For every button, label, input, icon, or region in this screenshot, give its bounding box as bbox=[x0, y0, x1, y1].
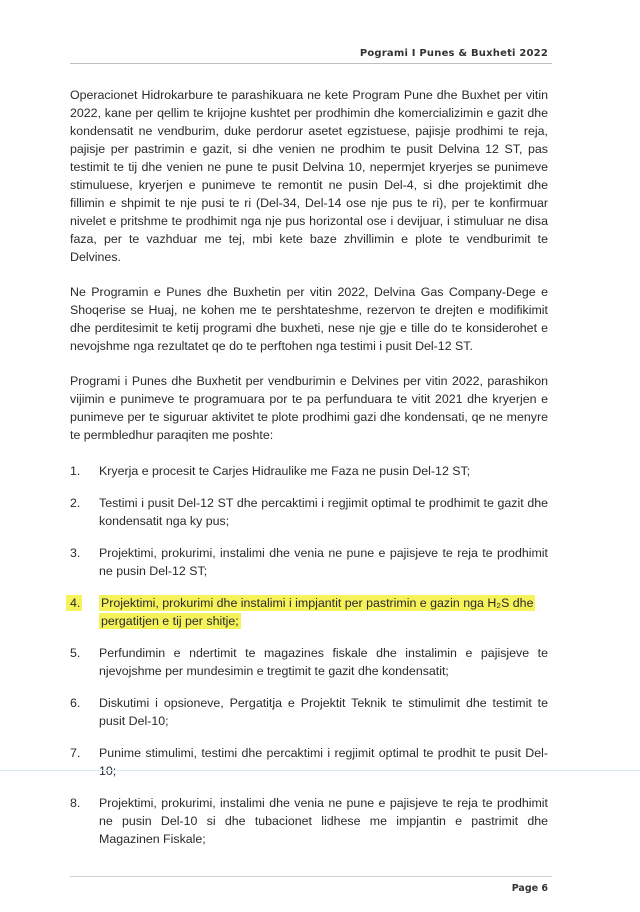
list-item bbox=[70, 744, 548, 780]
scan-artifact-line bbox=[0, 770, 640, 771]
list-item-number: 4. bbox=[66, 595, 82, 611]
document-body bbox=[70, 86, 548, 862]
list-item-number: 6. bbox=[70, 696, 81, 710]
footer-divider bbox=[70, 876, 552, 877]
list-item-text: Projektimi, prokurimi, instalimi dhe venia ne pune e pajisjeve te reja te prodhimit ne pusin Del-10 si dhe tubacionet lidhese me impjantin e pastrimit dhe Magazinen Fiskale; bbox=[99, 796, 548, 846]
list-item bbox=[70, 544, 548, 580]
list-item-text: Perfundimin e ndertimit te magazines fiskale dhe instalimin e pajisjeve te njevojshme per mundesimin e tregtimit te gazit dhe kondensatit; bbox=[99, 646, 548, 678]
list-item-text: Punime stimulimi, testimi dhe percaktimi i regjimit optimal te prodhit te pusit Del-10; bbox=[99, 746, 548, 778]
list-item-number: 2. bbox=[70, 496, 81, 510]
paragraph-modification: Ne Programin e Punes dhe Buxhetin per vitin 2022, Delvina Gas Company-Dege e Shoqerise se Huaj, ne kohen me te pershtateshme, rezervon te drejten e modifikimit dhe perditesimit te ketij programi dhe buxheti, nese nje gje e tille do te konsiderohet e nevojshme nga rezultatet qe do te perftohen nga testimi i pusit Del-12 ST. bbox=[70, 285, 548, 353]
list-item-number: 5. bbox=[70, 646, 81, 660]
paragraph-intro: Operacionet Hidrokarbure te parashikuara ne kete Program Pune dhe Buxhet per vitin 2022, kane per qellim te krijojne kushtet per prodhimin dhe komercializimin e gazit dhe kondensatit ne vendburim, duke perdorur asetet egzistuese, pajisje prodhimi te reja, pajisje per pastrimin e gazit, si dhe venien ne prodhim te pusit Delvina 12 ST, pas testimit te tij dhe venien ne pune te pusit Delvina 10, nepermjet kryerjes se punimeve stimuluese, kryerjen e punimeve te remontit ne pusin Del-4, si dhe projektimit dhe fillimin e shpimit te nje pusi te ri (Del-34, Del-14 ose nje pus te ri), per te konfirmuar nivelet e pritshme te prodhimit nga nje pus horizontal ose i devijuar, i stimuluar ne disa faza, per te vazhduar me tej, mbi kete baze zhvillimin e plote te vendburimit te Delvines. bbox=[70, 88, 548, 264]
header-divider bbox=[70, 63, 552, 64]
paragraph-program-summary: Programi i Punes dhe Buxhetit per vendburimin e Delvines per vitin 2022, parashikon vijimin e punimeve te programuara por te pa perfunduara te vitit 2021 dhe kryerjen e punimeve per te siguruar aktivitet te plote prodhimi gazi dhe kondensati, qe ne menyre te permbledhur paraqiten me poshte: bbox=[70, 374, 548, 442]
list-item bbox=[70, 644, 548, 680]
list-item-text: Diskutimi i opsioneve, Pergatitja e Projektit Teknik te stimulimit dhe testimit te pusit Del-10; bbox=[99, 696, 548, 728]
list-item-number: 3. bbox=[70, 546, 81, 560]
list-item-number: 8. bbox=[70, 796, 81, 810]
list-item-text-highlighted: Projektimi, prokurimi dhe instalimi i impjantit per pastrimin e gazin nga H₂S dhe pergatitjen e tij per shitje; bbox=[101, 596, 534, 628]
list-item-highlighted bbox=[70, 594, 548, 630]
list-item bbox=[70, 494, 548, 530]
list-item-number: 1. bbox=[70, 464, 81, 478]
list-item bbox=[70, 794, 548, 848]
list-item bbox=[70, 462, 548, 480]
list-item-text: Testimi i pusit Del-12 ST dhe percaktimi i regjimit optimal te prodhimit te gazit dhe kondensatit nga ky pus; bbox=[99, 496, 548, 528]
list-item-text: Kryerja e procesit te Carjes Hidraulike me Faza ne pusin Del-12 ST; bbox=[99, 464, 471, 478]
page-header-title: Pogrami I Punes & Buxheti 2022 bbox=[359, 48, 548, 59]
list-item bbox=[70, 694, 548, 730]
page-number: Page 6 bbox=[511, 883, 548, 894]
work-items-list bbox=[70, 462, 548, 848]
list-item-number: 7. bbox=[70, 746, 81, 760]
list-item-text: Projektimi, prokurimi, instalimi dhe venia ne pune e pajisjeve te reja te prodhimit ne pusin Del-12 ST; bbox=[99, 546, 548, 578]
